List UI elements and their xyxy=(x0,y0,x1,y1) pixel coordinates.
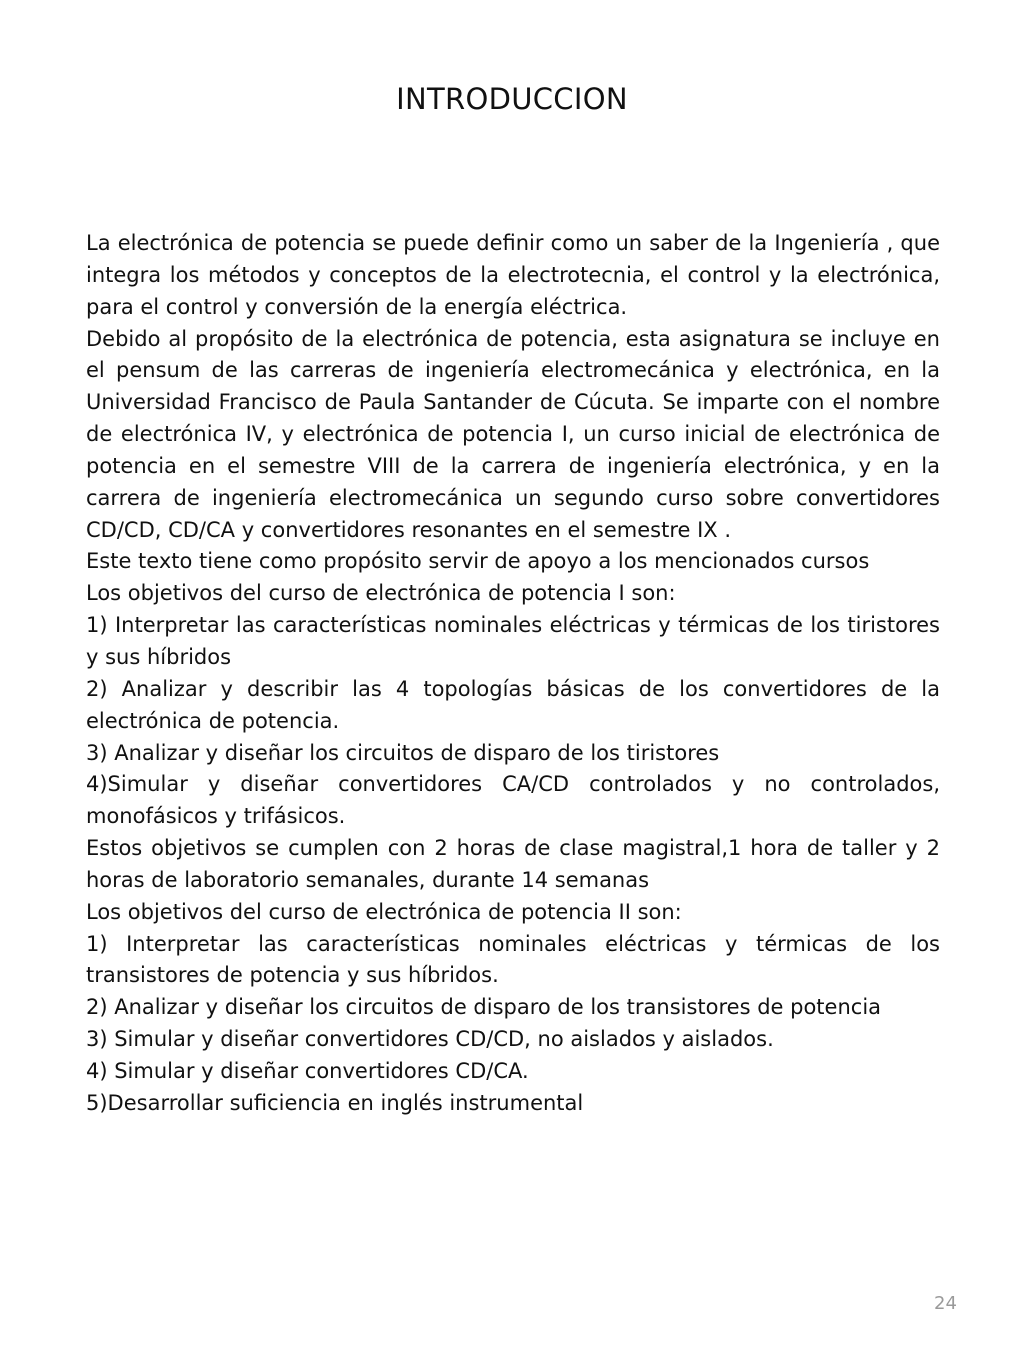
list-item: 1) Interpretar las características nominales eléctricas y térmicas de los transistores de potencia y sus híbridos. xyxy=(86,931,940,988)
body-text xyxy=(86,228,940,1120)
paragraph-text-purpose: Este texto tiene como propósito servir de apoyo a los mencionados cursos xyxy=(86,549,870,574)
paragraph-definition: La electrónica de potencia se puede definir como un saber de la Ingeniería , que integra los métodos y conceptos de la electrotecnia, el control y la electrónica, para el control y conversión de la energía eléctrica. xyxy=(86,231,940,319)
paragraph-purpose: Debido al propósito de la electrónica de potencia, esta asignatura se incluye en el pensum de las carreras de ingeniería electromecánica y electrónica, en la Universidad Francisco de Paula Santander de Cúcuta. Se imparte con el nombre de electrónica IV, y electrónica de potencia I, un curso inicial de electrónica de potencia en el semestre VIII de la carrera de ingeniería electrónica, y en la carrera de ingeniería electromecánica un segundo curso sobre convertidores CD/CD, CD/CA y convertidores resonantes en el semestre IX . xyxy=(86,326,940,542)
list-item: 2) Analizar y diseñar los circuitos de disparo de los transistores de potencia xyxy=(86,995,882,1020)
list-item: 4)Simular y diseñar convertidores CA/CD controlados y no controlados, monofásicos y trifásicos. xyxy=(86,772,940,829)
page-title: INTRODUCCION xyxy=(396,82,628,116)
list-item: 4) Simular y diseñar convertidores CD/CA. xyxy=(86,1058,529,1083)
list-item: 2) Analizar y describir las 4 topologías básicas de los convertidores de la electrónica de potencia. xyxy=(86,676,940,733)
list-item: 3) Analizar y diseñar los circuitos de disparo de los tiristores xyxy=(86,740,720,765)
paragraph-schedule: Estos objetivos se cumplen con 2 horas de clase magistral,1 hora de taller y 2 horas de laboratorio semanales, durante 14 semanas xyxy=(86,836,940,892)
objectives-heading-course-1: Los objetivos del curso de electrónica de potencia I son: xyxy=(86,581,676,606)
objectives-heading-course-2: Los objetivos del curso de electrónica de potencia II son: xyxy=(86,899,682,924)
list-item: 1) Interpretar las características nominales eléctricas y térmicas de los tiristores y sus híbridos xyxy=(86,613,940,669)
list-item: 3) Simular y diseñar convertidores CD/CD, no aislados y aislados. xyxy=(86,1027,774,1052)
page-number: 24 xyxy=(934,1293,957,1314)
list-item: 5)Desarrollar suficiencia en inglés instrumental xyxy=(86,1090,584,1115)
